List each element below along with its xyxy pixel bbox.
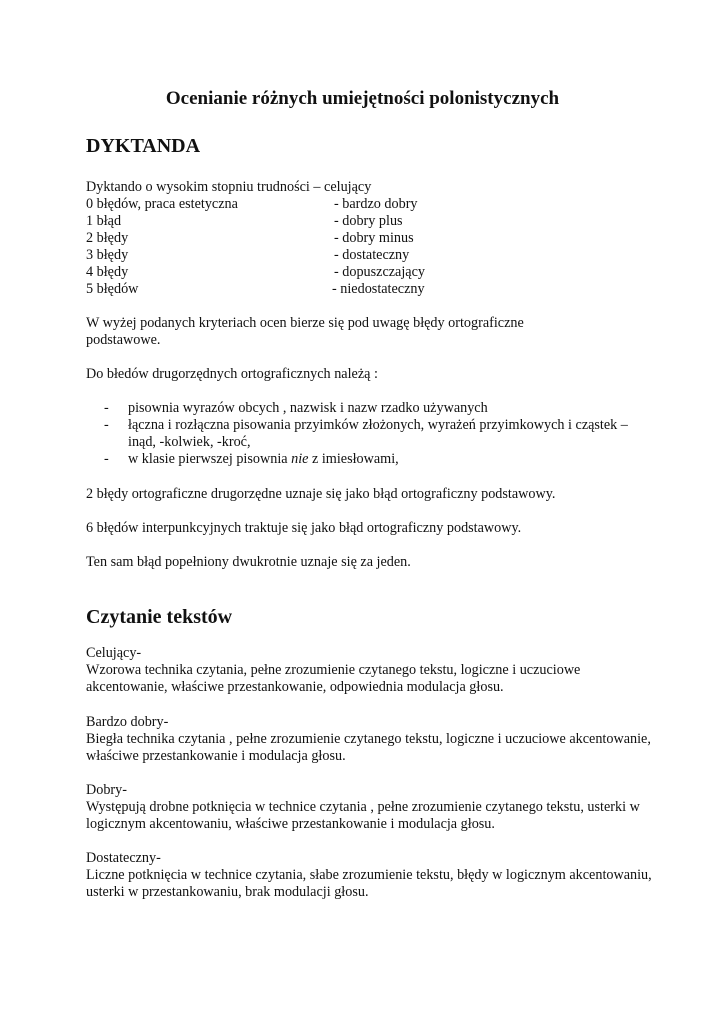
- rule-secondary-errors: 2 błędy ortograficzne drugorzędne uznaje się jako błąd ortograficzny podstawowy.: [86, 486, 556, 502]
- document-title: Ocenianie różnych umiejętności polonistycznych: [165, 88, 560, 109]
- list-item-text: w klasie pierwszej pisownia: [128, 451, 292, 467]
- list-item-text: łączna i rozłączna pisowania przyimków złożonych, wyrażeń przyimkowych i cząstek –inąd, -kolwiek, -kroć,: [128, 417, 628, 450]
- grade-value: - dobry plus: [334, 213, 403, 229]
- grade-row: [86, 281, 586, 298]
- reading-level-block: [86, 782, 656, 833]
- list-item: [104, 400, 644, 417]
- grade-value: - niedostateczny: [332, 281, 425, 297]
- list-item: [104, 451, 644, 468]
- grade-errors: 5 błędów: [86, 281, 139, 297]
- grade-errors: 4 błędy: [86, 264, 129, 280]
- grade-errors: 1 błąd: [86, 213, 122, 229]
- reading-level-label: Bardzo dobry-: [86, 714, 169, 730]
- reading-level-description: Liczne potknięcia w technice czytania, słabe zrozumienie tekstu, błędy w logicznym akcentowaniu, usterki w przestankowaniu, brak modulacji głosu.: [86, 867, 652, 900]
- list-item-text: pisownia wyrazów obcych , nazwisk i nazw rzadko używanych: [128, 400, 488, 416]
- list-item-italic: nie: [291, 451, 309, 467]
- grade-row: [86, 264, 586, 281]
- reading-level-block: [86, 645, 656, 696]
- rule-repeated-error: Ten sam błąd popełniony dwukrotnie uznaje się za jeden.: [86, 554, 411, 570]
- dash-bullet: -: [104, 417, 109, 433]
- reading-level-label: Celujący-: [86, 645, 142, 661]
- reading-level-description: Występują drobne potknięcia w technice czytania , pełne zrozumienie czytanego tekstu, usterki w logicznym akcentowaniu, właściwe przestankowanie i modulacja głosu.: [86, 799, 640, 832]
- rule-punctuation-errors: 6 błędów interpunkcyjnych traktuje się jako błąd ortograficzny podstawowy.: [86, 520, 522, 536]
- grade-errors: 3 błędy: [86, 247, 129, 263]
- grade-row: [86, 247, 586, 264]
- reading-level-description: Wzorowa technika czytania, pełne zrozumienie czytanego tekstu, logiczne i uczuciowe akcentowanie, właściwe przestankowanie, odpowiednia modulacja głosu.: [86, 662, 581, 695]
- grade-row: [86, 196, 586, 213]
- section-heading-reading: Czytanie tekstów: [86, 606, 233, 628]
- grade-row: [86, 213, 586, 230]
- grade-value: - dobry minus: [334, 230, 414, 246]
- section-heading-dictation: DYKTANDA: [86, 135, 201, 157]
- dash-bullet: -: [104, 400, 109, 416]
- dash-bullet: -: [104, 451, 109, 467]
- reading-level-block: [86, 714, 656, 765]
- list-item-text-end: z imiesłowami,: [308, 451, 399, 467]
- reading-level-label: Dostateczny-: [86, 850, 161, 866]
- grade-row: [86, 230, 586, 247]
- secondary-errors-list: [104, 400, 644, 468]
- list-item: [104, 417, 644, 451]
- dictation-intro: Dyktando o wysokim stopniu trudności – celujący: [86, 179, 372, 195]
- secondary-errors-intro: Do błedów drugorzędnych ortograficznych należą :: [86, 366, 378, 382]
- criteria-note: W wyżej podanych kryteriach ocen bierze się pod uwagę błędy ortograficzne podstawowe.: [86, 315, 524, 348]
- grade-value: - bardzo dobry: [334, 196, 418, 212]
- grade-value: - dostateczny: [334, 247, 410, 263]
- grade-errors: 2 błędy: [86, 230, 129, 246]
- reading-level-label: Dobry-: [86, 782, 127, 798]
- reading-level-block: [86, 850, 656, 901]
- grade-errors: 0 błędów, praca estetyczna: [86, 196, 238, 212]
- grade-value: - dopuszczający: [334, 264, 425, 280]
- reading-level-description: Biegła technika czytania , pełne zrozumienie czytanego tekstu, logiczne i uczuciowe akcentowanie, właściwe przestankowanie i modulacja głosu.: [86, 731, 651, 764]
